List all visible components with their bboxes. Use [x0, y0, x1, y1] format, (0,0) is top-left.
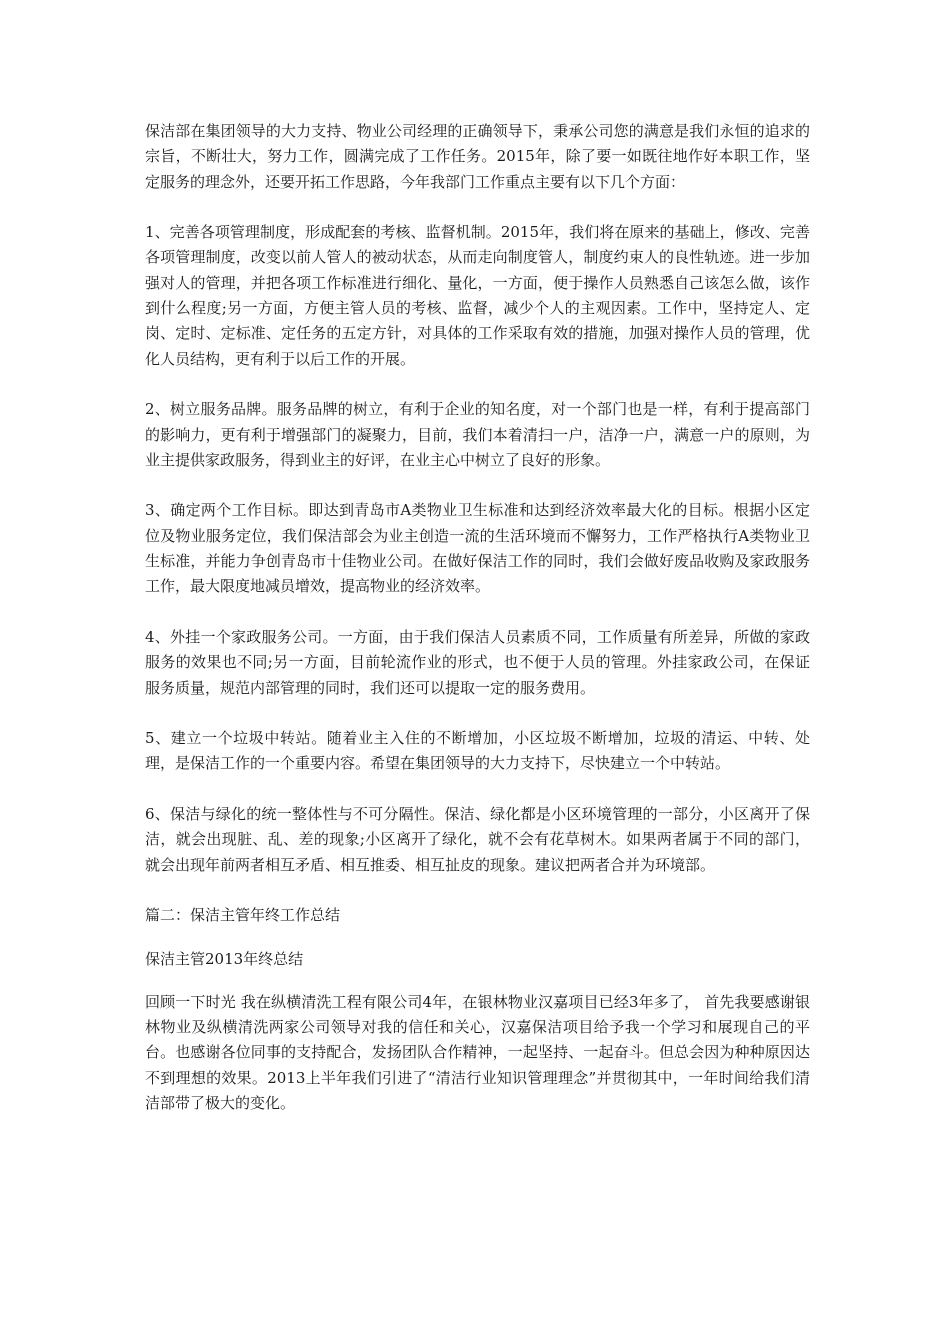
point-1-paragraph: 1、完善各项管理制度，形成配套的考核、监督机制。2015年，我们将在原来的基础上，修改、完善各项管理制度，改变以前人管人的被动状态，从而走向制度管人，制度约束人的良性轨迹。进一步加强对人的管理，并把各项工作标准进行细化、量化，一方面，便于操作人员熟悉自己该怎么做，该作到什么程度;另一方面，方便主管人员的考核、监督，减少个人的主观因素。工作中，坚持定人、定岗、定时、定标准、定任务的五定方针，对具体的工作采取有效的措施，加强对操作人员的管理，优化人员结构，更有利于以后工作的开展。 — [145, 223, 810, 368]
point-6-paragraph: 6、保洁与绿化的统一整体性与不可分隔性。保洁、绿化都是小区环境管理的一部分，小区离开了保洁，就会出现脏、乱、差的现象;小区离开了绿化，就不会有花草树木。如果两者属于不同的部门，就会出现年前两者相互矛盾、相互推委、相互扯皮的现象。建议把两者合并为环境部。 — [145, 805, 810, 874]
point-5-paragraph: 5、建立一个垃圾中转站。随着业主入住的不断增加，小区垃圾不断增加，垃圾的清运、中转、处理，是保洁工作的一个重要内容。希望在集团领导的大力支持下，尽快建立一个中转站。 — [145, 729, 810, 773]
document-body — [145, 119, 810, 1142]
point-4-paragraph: 4、外挂一个家政服务公司。一方面，由于我们保洁人员素质不同，工作质量有所差异，所做的家政服务的效果也不同;另一方面，目前轮流作业的形式，也不便于人员的管理。外挂家政公司，在保证服务质量，规范内部管理的同时，我们还可以提取一定的服务费用。 — [145, 627, 810, 697]
point-2-paragraph: 2、树立服务品牌。服务品牌的树立，有利于企业的知名度，对一个部门也是一样，有利于提高部门的影响力，更有利于增强部门的凝聚力，目前，我们本着清扫一户，洁净一户，满意一户的原则，为业主提供家政服务，得到业主的好评，在业主心中树立了良好的形象。 — [145, 400, 810, 469]
review-paragraph: 回顾一下时光 我在纵横清洗工程有限公司4年，在银林物业汉嘉项目已经3年多了， 首先我要感谢银林物业及纵横清洗两家公司领导对我的信任和关心，汉嘉保洁项目给予我一个学习和展现自己的平台。也感谢各位同事的支持配合，发扬团队合作精神，一起坚持、一起奋斗。但总会因为种种原因达不到理想的效果。2013上半年我们引进了“清洁行业知识管理理念”并贯彻其中，一年时间给我们清洁部带了极大的变化。 — [145, 992, 810, 1112]
point-3-paragraph: 3、确定两个工作目标。即达到青岛市A类物业卫生标准和达到经济效率最大化的目标。根据小区定位及物业服务定位，我们保洁部会为业主创造一流的生活环境而不懈努力，工作严格执行A类物业卫生标准，并能力争创青岛市十佳物业公司。在做好保洁工作的同时，我们会做好废品收购及家政服务工作，最大限度地减员增效，提高物业的经济效率。 — [145, 501, 810, 596]
intro-paragraph: 保洁部在集团领导的大力支持、物业公司经理的正确领导下，秉承公司您的满意是我们永恒的追求的宗旨，不断壮大，努力工作，圆满完成了工作任务。2015年，除了要一如既往地作好本职工作，坚定服务的理念外，还要开拓工作思路，今年我部门工作重点主要有以下几个方面： — [145, 122, 810, 191]
section-heading: 篇二：保洁主管年终工作总结 — [145, 906, 341, 925]
section-subtitle: 保洁主管2013年终总结 — [145, 949, 304, 968]
